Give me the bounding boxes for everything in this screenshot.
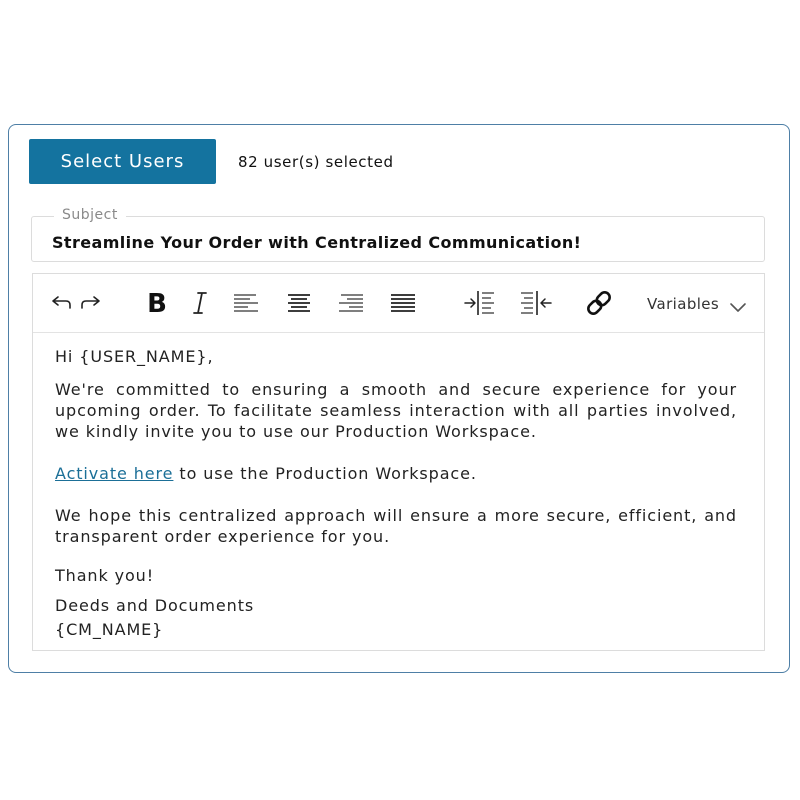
- email-body[interactable]: [55, 346, 737, 642]
- italic-icon: [189, 290, 211, 316]
- email-compose-card: [8, 124, 790, 673]
- subject-input[interactable]: [52, 233, 752, 252]
- select-users-button[interactable]: Select Users: [29, 139, 216, 184]
- activate-suffix: to use the Production Workspace.: [173, 464, 477, 483]
- align-center-icon: [285, 292, 313, 314]
- body-paragraph: We're committed to ensuring a smooth and secure experience for your upcoming order. To facilitate seamless interaction with all parties involved, we kindly invite you to use our Production Workspace.: [55, 380, 737, 441]
- chevron-down-icon: [729, 301, 747, 313]
- variables-label: Variables: [647, 295, 720, 313]
- align-center-button[interactable]: [282, 286, 316, 320]
- outdent-icon: [519, 289, 553, 317]
- activate-link[interactable]: Activate here: [55, 464, 174, 483]
- variables-dropdown[interactable]: [647, 292, 747, 316]
- selected-users-count: 82 user(s) selected: [238, 153, 394, 171]
- outdent-button[interactable]: [519, 286, 553, 320]
- italic-button[interactable]: [183, 286, 217, 320]
- thanks-line: Thank you!: [55, 566, 155, 585]
- svg-text:B: B: [147, 289, 167, 317]
- bold-button[interactable]: [140, 286, 174, 320]
- align-left-icon: [232, 292, 260, 314]
- subject-field[interactable]: [31, 207, 765, 262]
- redo-icon: [78, 293, 102, 313]
- redo-button[interactable]: [73, 286, 107, 320]
- signature-cm-name: {CM_NAME}: [55, 620, 164, 639]
- rich-text-editor: [32, 273, 765, 651]
- align-justify-button[interactable]: [386, 286, 420, 320]
- editor-toolbar: [33, 274, 764, 333]
- signature-company: Deeds and Documents: [55, 596, 255, 615]
- align-left-button[interactable]: [229, 286, 263, 320]
- undo-icon: [50, 293, 74, 313]
- align-right-icon: [337, 292, 365, 314]
- link-button[interactable]: [582, 286, 616, 320]
- link-icon: [584, 288, 614, 318]
- align-justify-icon: [389, 292, 417, 314]
- align-right-button[interactable]: [334, 286, 368, 320]
- activate-line: [55, 463, 737, 484]
- indent-icon: [463, 289, 497, 317]
- subject-label: Subject: [54, 207, 126, 223]
- indent-button[interactable]: [463, 286, 497, 320]
- body-paragraph: We hope this centralized approach will ensure a more secure, efficient, and transparent order experience for you.: [55, 506, 737, 546]
- greeting-line: Hi {USER_NAME},: [55, 347, 214, 366]
- bold-icon: [145, 289, 169, 317]
